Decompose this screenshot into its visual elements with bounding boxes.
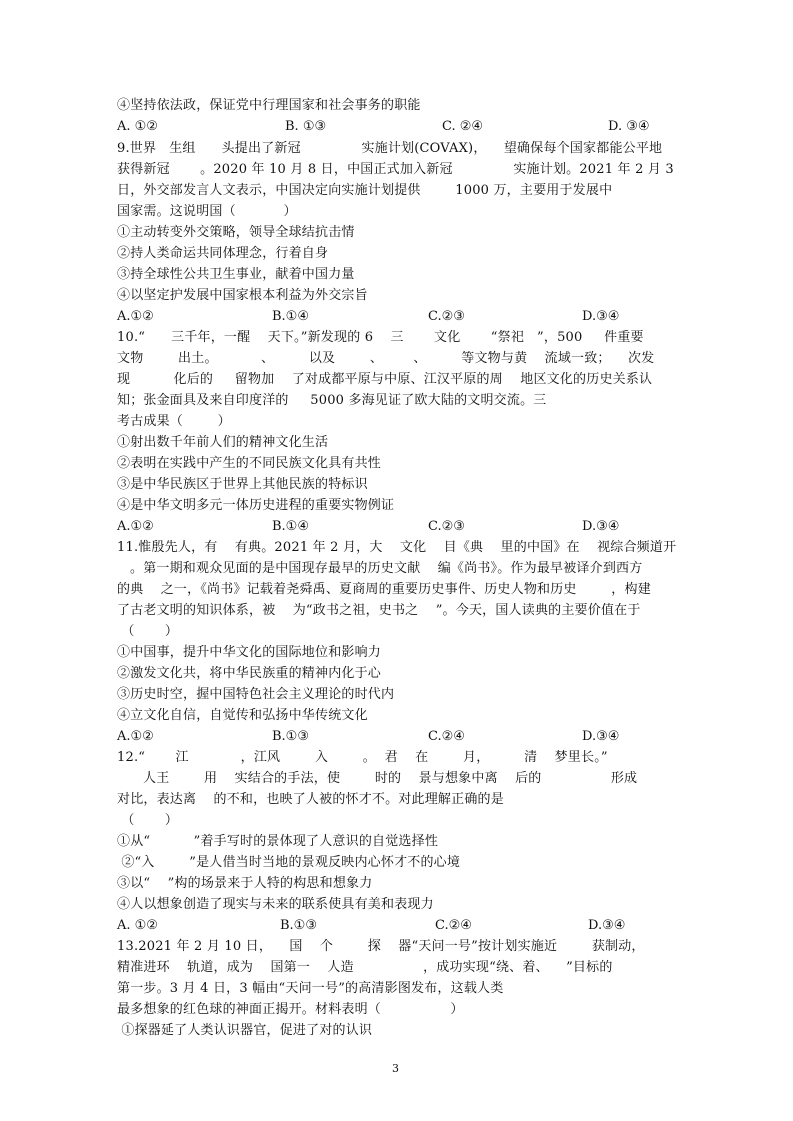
q13-stem-line-2: 精准进环 轨道，成为 国第一 人造 ，成功实现“绕、着、 ”目标的: [117, 960, 613, 975]
q9-option-c[interactable]: C.②③: [428, 309, 465, 324]
q10-statement-2: ②表明在实践中产生的不同民族文化具有共性: [117, 456, 382, 471]
q11-statement-4: ④立文化自信，自觉传和弘扬中华传统文化: [117, 708, 368, 723]
q13-stem-line-1: 13.2021 年 2 月 10 日， 国 个 探 器“天问一号”按计划实施近 获制动，: [117, 939, 645, 954]
q10-stem-line-5: 考古成果（ ）: [117, 414, 231, 429]
q10-statement-3: ③是中华民族区于世界上其他民族的特标识: [117, 477, 368, 492]
q12-statement-1: ①从“ ”着手写时的景体现了人意识的自觉选择性: [117, 834, 439, 849]
q12-statement-4: ④人以想象创造了现实与未来的联系使具有美和表现力: [117, 897, 434, 912]
q12-statement-3: ③以“ ”构的场景来于人特的构思和想象力: [117, 876, 373, 891]
q10-stem-line-1: 10.“ 三千年，一醒 天下。”新发现的 6 三 文化 “祭祀 ”，500 件重要: [117, 330, 644, 345]
q11-statement-2: ②激发文化共，将中华民族重的精神内化于心: [117, 666, 382, 681]
q9-stem-line-1: 9.世界 生组 头提出了新冠 实施计划(COVAX)， 望确保每个国家都能公平地: [117, 141, 663, 156]
q10-stem-line-4: 知；张金面具及来自印度洋的 5000 多海见证了欧大陆的文明交流。三: [117, 393, 547, 408]
q10-option-c[interactable]: C.②③: [428, 519, 465, 534]
q8-statement-4: ④坚持依法政，保证党中行理国家和社会事务的职能: [117, 98, 421, 113]
q9-stem-line-2: 获得新冠 。2020 年 10 月 8 日，中国正式加入新冠 实施计划。2021 年 2 月 3: [117, 162, 674, 177]
q13-stem-line-3: 第一步。3 月 4 日，3 幅由“天问一号”的高清影图发布，这载人类: [117, 981, 504, 996]
q9-option-b[interactable]: B.①④: [272, 309, 309, 324]
q12-option-a[interactable]: A. ①②: [117, 918, 158, 933]
q12-stem-line-3: 对比，表达离 的不和，也映了人被的怀才不。对此理解正确的是: [117, 792, 504, 807]
q11-option-c[interactable]: C.②④: [428, 729, 465, 744]
q11-option-a[interactable]: A.①②: [117, 729, 154, 744]
q10-option-d[interactable]: D.③④: [582, 519, 620, 534]
q11-stem-line-3: 的典 之一，《尚书》记载着尧舜禹、夏商周的重要历史事件、历史人物和历史 ，构建: [117, 582, 651, 597]
q10-statement-1: ①射出数千年前人们的精神文化生活: [117, 435, 329, 450]
q8-option-b[interactable]: B. ①③: [285, 119, 327, 134]
q9-stem-line-3: 日，外交部发言人文表示，中国决定向实施计划提供 1000 万，主要用于发展中: [117, 183, 613, 198]
q12-statement-2: ②“入 ”是人借当时当地的景观反映内心怀才不的心境: [117, 855, 461, 870]
q13-statement-1: ①探器延了人类认识器官，促进了对的认识: [117, 1023, 373, 1038]
q11-option-b[interactable]: B.①③: [272, 729, 309, 744]
q8-option-c[interactable]: C. ②④: [442, 119, 484, 134]
q10-statement-4: ④是中华文明多元一体历史进程的重要实物例证: [117, 498, 395, 513]
q9-statement-4: ④以坚定护发展中国家根本利益为外交宗旨: [117, 288, 368, 303]
q12-stem-line-2: 人王 用 实结合的手法，使 时的 景与想象中离 后的 形成: [117, 771, 638, 786]
q12-stem-line-1: 12.“ 江 ，江风 入 。 君 在 月， 清 梦里长。”: [117, 750, 608, 765]
q11-stem-line-5: （ ）: [117, 624, 179, 639]
q9-option-a[interactable]: A.①②: [117, 309, 154, 324]
q10-stem-line-2: 文物 出土。 、 以及 、 、 等文物与黄 流域一致； 次发: [117, 351, 655, 366]
q9-statement-2: ②持人类命运共同体理念，行着自身: [117, 246, 329, 261]
q9-stem-line-4: 国家需。这说明国（ ）: [117, 204, 297, 219]
q11-option-d[interactable]: D.③④: [582, 729, 620, 744]
q11-stem-line-4: 了古老文明的知识体系，被 为“政书之祖，史书之 ”。今天，国人读典的主要价值在于: [117, 603, 641, 618]
q9-option-d[interactable]: D.③④: [582, 309, 620, 324]
q9-statement-3: ③持全球性公共卫生事业，献着中国力量: [117, 267, 355, 282]
q12-option-d[interactable]: D.③④: [588, 918, 626, 933]
q11-statement-1: ①中国事，提升中华文化的国际地位和影响力: [117, 645, 382, 660]
q10-stem-line-3: 现 化后的 留物加 了对成都平原与中原、江汉平原的周 地区文化的历史关系认: [117, 372, 653, 387]
page-number: 3: [392, 1062, 399, 1075]
q11-stem-line-1: 11.惟殷先人，有 有典。2021 年 2 月，大 文化 目《典 里的中国》在 视综合频道开: [117, 540, 677, 555]
q10-option-b[interactable]: B.①④: [272, 519, 309, 534]
q8-option-a[interactable]: A. ①②: [117, 119, 158, 134]
q10-option-a[interactable]: A.①②: [117, 519, 154, 534]
q11-statement-3: ③历史时空，握中国特色社会主义理论的时代内: [117, 687, 395, 702]
q12-stem-line-4: （ ）: [117, 813, 179, 828]
q12-option-b[interactable]: B.①③: [280, 918, 317, 933]
q11-stem-line-2: 。第一期和观众见面的是中国现存最早的历史文献 编《尚书》。作为最早被译介到西方: [117, 561, 643, 576]
q8-option-d[interactable]: D. ③④: [608, 119, 650, 134]
q12-option-c[interactable]: C.②④: [435, 918, 472, 933]
q9-statement-1: ①主动转变外交策略，领导全球结抗击情: [117, 225, 355, 240]
q13-stem-line-4: 最多想象的红色球的神面正揭开。材料表明（ ）: [117, 1002, 464, 1017]
